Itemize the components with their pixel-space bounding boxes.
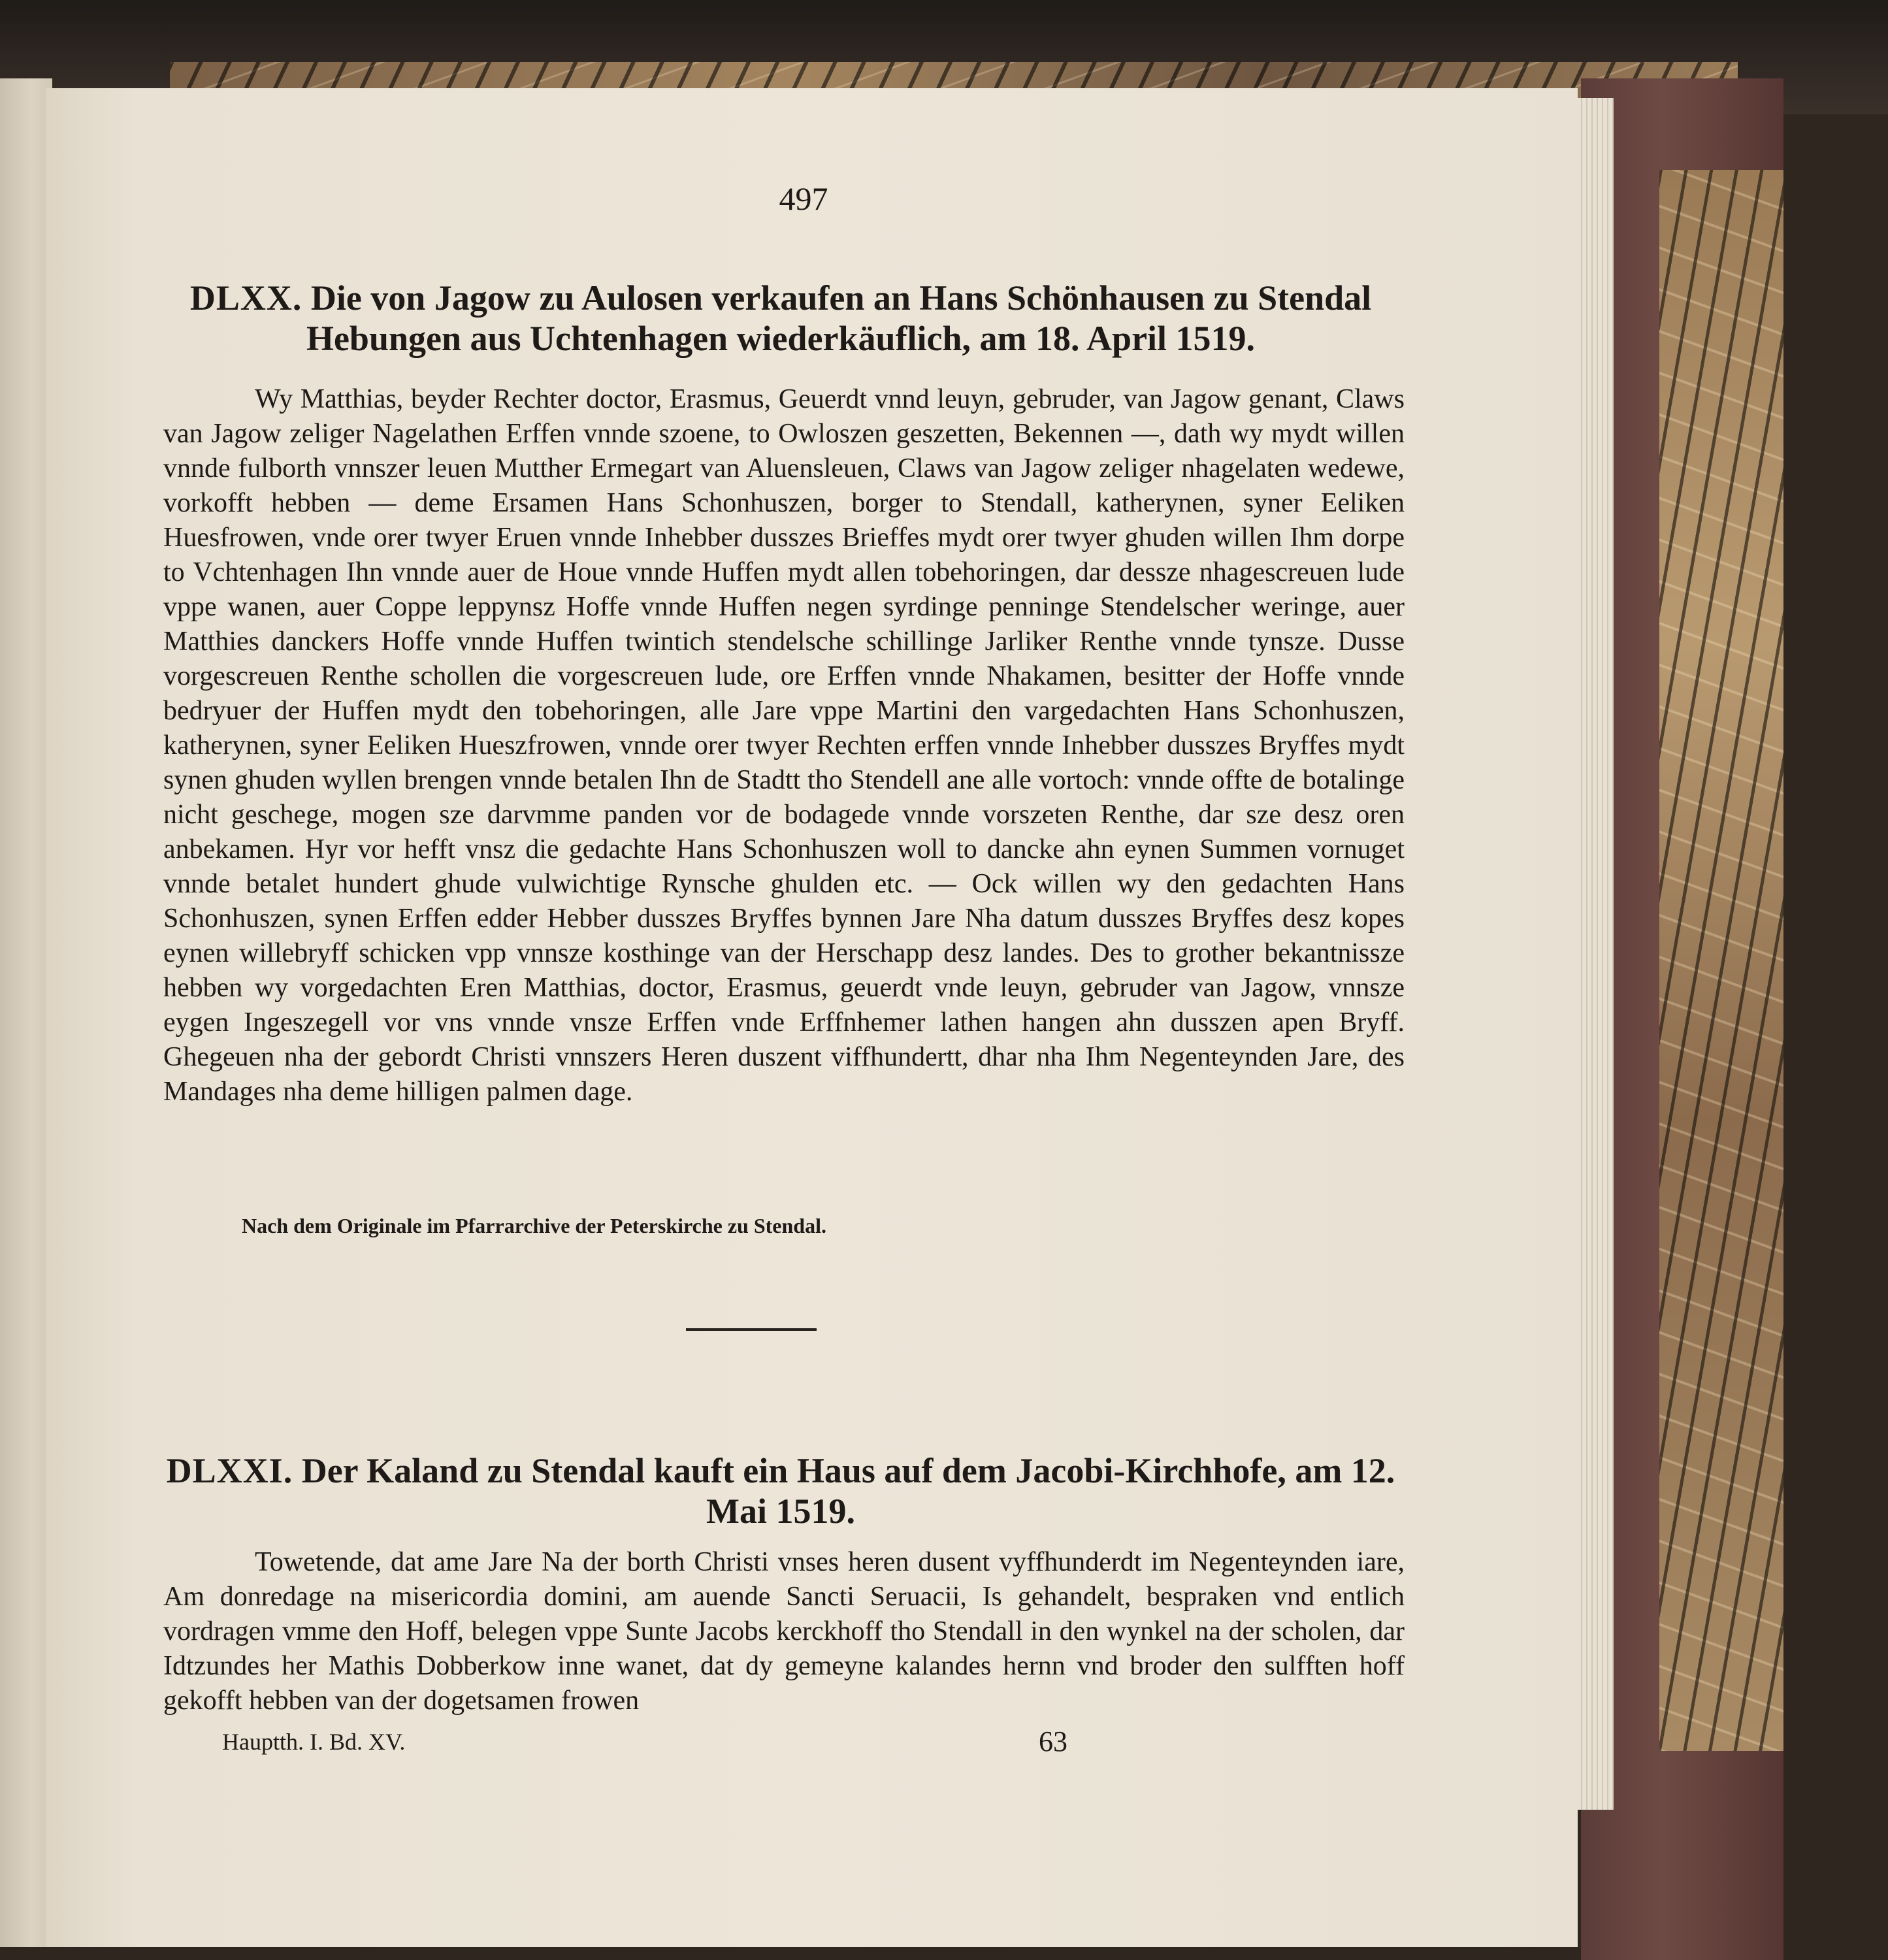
previous-page-edge [0, 78, 52, 1947]
document-number: DLXXI. [166, 1451, 293, 1490]
document-number: DLXX. [189, 278, 302, 318]
section-heading-dlxxi [150, 1450, 1411, 1531]
document-body-dlxx [163, 382, 1405, 1109]
body-paragraph: Towetende, dat ame Jare Na der borth Christi vnses heren dusent vyffhunderdt im Negenteynden iare, Am donredage na misericordia domini, am auende Sancti Seruacii, Is gehandelt, bespraken vnd entlich vordragen vmme den Hoff, belegen vppe Sunte Jacobs kerckhoff tho Stendall in den wynkel na der scholen, dar Idtzundes her Mathis Dobberkow inne wanet, dat dy gemeyne kalandes hernn vnd broder den sulfften hoff gekofft hebben van der dogetsamen frowen [163, 1547, 1405, 1716]
page-number: 497 [779, 180, 828, 217]
source-note: Nach dem Originale im Pfarrarchive der Peterskirche zu Stendal. [242, 1214, 826, 1237]
body-paragraph: Wy Matthias, beyder Rechter doctor, Erasmus, Geuerdt vnnd leuyn, gebruder, van Jagow genant, Claws van Jagow zeliger Nagelathen Erffen vnnde szoene, to Owloszen geszetten, Bekennen —, dath wy mydt willen vnnde fulborth vnnszer leuen Mutther Ermegart van Aluensleuen, Claws van Jagow zeliger nhagelaten wedewe, vorkofft hebben — deme Ersamen Hans Schonhuszen, borger to Stendall, katherynen, syner Eeliken Huesfrowen, vnde orer twyer Eruen vnnde Inhebber dusszes Brieffes mydt orer twyer ghuden willen Ihm dorpe to Vchtenhagen Ihn vnnde auer de Houe vnnde Huffen mydt allen tobehoringen, dar dessze nhagescreuen lude vppe wanen, auer Coppe leppynsz Hoffe vnnde Huffen negen syrdinge penninge Stendelscher weringe, auer Matthies danckers Hoffe vnnde Huffen twintich stendelsche schillinge Jarliker Renthe vnnde tynsze. Dusse vorgescreuen Renthe schollen die vorgescreuen lude, ore Erffen vnnde Nhakamen, besitter der Hoffe vnnde bedryuer der Huffen mydt den tobehoringen, alle Jare vppe Martini den vargedachten Hans Schonhuszen, katherynen, syner Eeliken Hueszfrowen, vnnde orer twyer Rechten erffen vnnde Inhebber dusszes Bryffes mydt synen ghuden wyllen brengen vnnde betalen Ihn de Stadtt tho Stendell ane alle vortoch: vnnde offte de botalinge nicht geschege, mogen sze darvmme panden vor de bodagede vnnde vorszeten Renthe, dar sze desz oren anbekamen. Hyr vor hefft vnsz die gedachte Hans Schonhuszen woll to dancke ahn eynen Summen vornuget vnnde betalet hundert ghude vulwichtige Rynsche ghulden etc. — Ock willen wy den gedachten Hans Schonhuszen, synen Erffen edder Hebber dusszes Bryffes bynnen Jare Nha datum dusszes Bryffes desz kopes eynen willebryff schicken vpp vnnsze kosthinge van der Herschapp desz landes. Des to grother bekantnissze hebben wy vorgedachten Eren Matthias, doctor, Erasmus, geuerdt vnde leuyn, gebruder van Jagow, vnnsze eygen Ingeszegell vor vns vnnde vnsze Erffen vnde Erffnhemer lathen hangen ahn dusszen apen Bryff. Ghegeuen nha der gebordt Christi vnnszers Heren duszent viffhundertt, dhar nha Ihm Negenteynden Jare, des Mandages nha deme hilligen palmen dage. [163, 384, 1405, 1107]
marbled-board-right [1659, 170, 1783, 1751]
section-heading-dlxx [150, 278, 1411, 359]
document-title: Der Kaland zu Stendal kauft ein Haus auf dem Jacobi-Kirchhofe, am 12. Mai 1519. [301, 1451, 1395, 1531]
sheet-number: 63 [1039, 1725, 1067, 1757]
section-divider [686, 1328, 817, 1331]
document-title: Die von Jagow zu Aulosen verkaufen an Hans Schönhausen zu Stendal Hebungen aus Uchtenhagen wiederkäuflich, am 18. April 1519. [306, 278, 1372, 358]
bleed-through-text [144, 238, 1418, 272]
signature-mark: Hauptth. I. Bd. XV. [222, 1729, 406, 1755]
document-body-dlxxi [163, 1545, 1405, 1718]
book-page [46, 88, 1578, 1947]
